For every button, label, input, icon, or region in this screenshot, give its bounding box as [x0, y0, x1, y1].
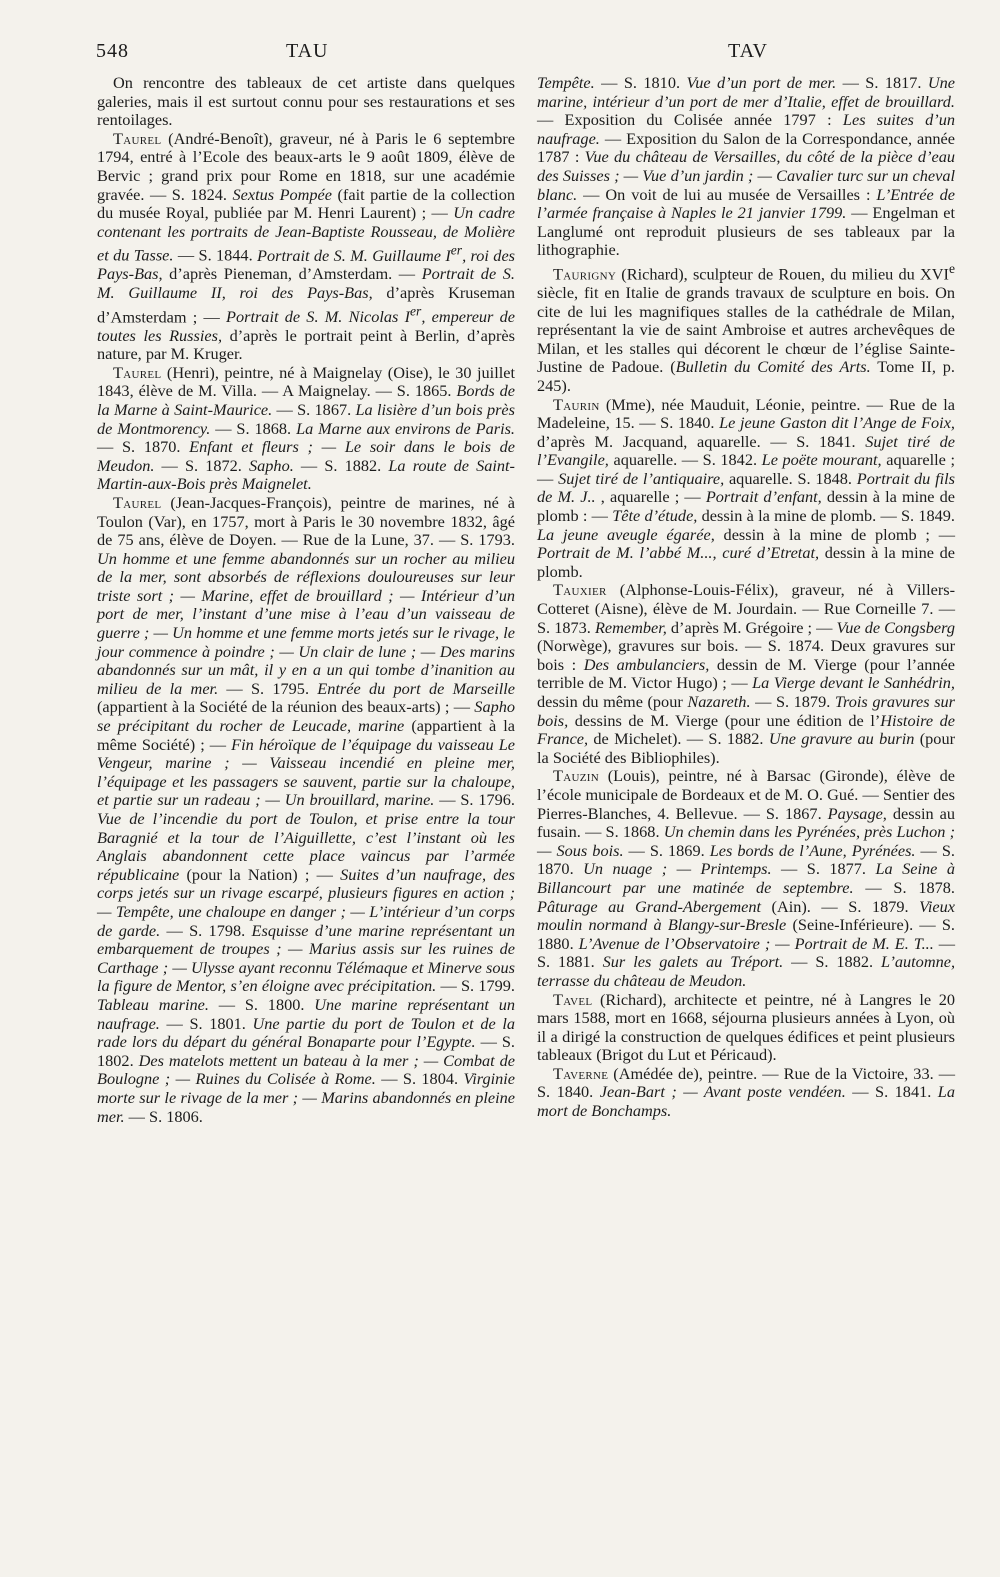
dictionary-entry: Taurigny (Richard), sculpteur de Rouen, du milieu du XVIe siècle, fit en Italie de grands travaux de sculpture en bois. On cite de lui les magnifiques stalles de la cathédrale de Milan, représentant la vie de saint Ambroise et autres archevêques de Milan, et les stalles qui décorent le chœur de l’église Sainte-Justine de Padoue. (Bulletin du Comité des Arts. Tome II, p. 245). — [537, 260, 956, 395]
dictionary-entry: Tauxier (Alphonse-Louis-Félix), graveur, né à Villers-Cotteret (Aisne), élève de M. Jourdain. — Rue Corneille 7. — S. 1873. Remember, d’après M. Grégoire ; — Vue de Congsberg (Norwège), gravures sur bois. — S. 1874. Deux gravures sur bois : Des ambulanciers, dessin de M. Vierge (pour l’année terrible de M. Victor Hugo) ; — La Vierge devant le Sanhédrin, dessin du même (pour Nazareth. — S. 1879. Trois gravures sur bois, dessins de M. Vierge (pour une édition de l’Histoire de France, de Michelet). — S. 1882. Une gravure au burin (pour la Société des Bibliophiles). — [537, 580, 956, 767]
running-header — [96, 40, 952, 70]
left-running-head: TAU — [286, 40, 329, 62]
dictionary-entry: On rencontre des tableaux de cet artiste dans quelques galeries, mais il est surtout connu pour ses restaurations et ses rentoilages. — [97, 73, 515, 130]
dictionary-entry: Tempête. — S. 1810. Vue d’un port de mer. — S. 1817. Une marine, intérieur d’un port de mer d’Italie, effet de brouillard. — Exposition du Colisée année 1797 : Les suites d’un naufrage. — Exposition du Salon de la Correspondance, année 1787 : Vue du château de Versailles, du côté de la pièce d’eau des Suisses ; — Vue d’un jardin ; — Cavalier turc sur un cheval blanc. — On voit de lui au musée de Versailles : L’Entrée de l’armée française à Naples le 21 janvier 1799. — Engelman et Langlumé ont reproduit plusieurs de ses tableaux par la lithographie. — [537, 73, 956, 260]
right-running-head: TAV — [728, 40, 768, 62]
page-number: 548 — [96, 40, 129, 62]
left-column — [97, 74, 515, 1126]
dictionary-entry: Taurel (Henri), peintre, né à Maignelay (Oise), le 30 juillet 1843, élève de M. Villa. — A Maignelay. — S. 1865. Bords de la Marne à Saint-Maurice. — S. 1867. La lisière d’un bois près de Montmorency. — S. 1868. La Marne aux environs de Paris. — S. 1870. Enfant et fleurs ; — Le soir dans le bois de Meudon. — S. 1872. Sapho. — S. 1882. La route de Saint-Martin-aux-Bois près Maignelet. — [97, 362, 515, 494]
dictionary-entry: Taverne (Amédée de), peintre. — Rue de la Victoire, 33. — S. 1840. Jean-Bart ; — Avant poste vendéen. — S. 1841. La mort de Bonchamps. — [537, 1063, 955, 1121]
dictionary-entry: Taurin (Mme), née Mauduit, Léonie, peintre. — Rue de la Madeleine, 15. — S. 1840. Le jeune Gaston dit l’Ange de Foix, d’après M. Jacquand, aquarelle. — S. 1841. Sujet tiré de l’Evangile, aquarelle. — S. 1842. Le poëte mourant, aquarelle ; — Sujet tiré de l’antiquaire, aquarelle. S. 1848. Portrait du fils de M. J.. , aquarelle ; — Portrait d’enfant, dessin à la mine de plomb : — Tête d’étude, dessin à la mine de plomb. — S. 1849. La jeune aveugle égarée, dessin à la mine de plomb ; — Portrait de M. l’abbé M..., curé d’Etretat, dessin à la mine de plomb. — [537, 394, 956, 581]
right-column — [537, 74, 955, 1121]
dictionary-entry: Tauzin (Louis), peintre, né à Barsac (Gironde), élève de l’école municipale de Bordeaux et de M. O. Gué. — Sentier des Pierres-Blanches, 4. Bellevue. — S. 1867. Paysage, dessin au fusain. — S. 1868. Un chemin dans les Pyrénées, près Luchon ; — Sous bois. — S. 1869. Les bords de l’Aune, Pyrénées. — S. 1870. Un nuage ; — Printemps. — S. 1877. La Seine à Billancourt par une matinée de septembre. — S. 1878. Pâturage au Grand-Abergement (Ain). — S. 1879. Vieux moulin normand à Blangy-sur-Bresle (Seine-Inférieure). — S. 1880. L’Avenue de l’Observatoire ; — Portrait de M. E. T... — S. 1881. Sur les galets au Tréport. — S. 1882. L’automne, terrasse du château de Meudon. — [537, 766, 956, 990]
dictionary-entry: Taurel (Jean-Jacques-François), peintre de marines, né à Toulon (Var), en 1757, mort à Paris le 30 novembre 1832, âgé de 75 ans, élève de Doyen. — Rue de la Lune, 37. — S. 1793. Un homme et une femme abandonnés sur un rocher au milieu de la mer, sont absorbés de réflexions douloureuses sur leur triste sort ; — Marine, effet de brouillard ; — Intérieur d’un port de mer, l’instant d’une mise à l’eau d’un vaisseau de guerre ; — Un homme et une femme morts jetés sur le rivage, le jour commence à poindre ; — Un clair de lune ; — Des marins abandonnés sur un mât, il y en a un qui tombe d’inanition au milieu de la mer. — S. 1795. Entrée du port de Marseille (appartient à la Société de la réunion des beaux-arts) ; — Sapho se précipitant du rocher de Leucade, marine (appartient à la même Société) ; — Fin héroïque de l’équipage du vaisseau Le Vengeur, marine ; — Vaisseau incendié en pleine mer, l’équipage et les passagers se sauvent, partie sur la chaloupe, et partie sur un radeau ; — Un brouillard, marine. — S. 1796. Vue de l’incendie du port de Toulon, et prise entre la tour Baragnié et la tour de l’Aiguillette, c’est l’instant où les Anglais abandonnent cette place vaincus par l’armée républicaine (pour la Nation) ; — Suites d’un naufrage, des corps jetés sur un rivage escarpé, plusieurs figures en action ; — Tempête, une chaloupe en danger ; — L’intérieur d’un corps de garde. — S. 1798. Esquisse d’une marine représentant un embarquement de troupes ; — Marius assis sur les ruines de Carthage ; — Ulysse ayant reconnu Télémaque et Minerve sous la figure de Mentor, s’en éloigne avec précipitation. — S. 1799. Tableau marine. — S. 1800. Une marine représentant un naufrage. — S. 1801. Une partie du port de Toulon et de la rade lors du départ du général Bonaparte pour l’Egypte. — S. 1802. Des matelots mettent un bateau à la mer ; — Combat de Boulogne ; — Ruines du Colisée à Rome. — S. 1804. Virginie morte sur le rivage de la mer ; — Marins abandonnés en pleine mer. — S. 1806. — [97, 492, 516, 1126]
dictionary-entry: Taurel (André-Benoît), graveur, né à Paris le 6 septembre 1794, entré à l’Ecole des beaux-arts le 9 août 1809, élève de Bervic ; grand prix pour Rome en 1818, sur une académie gravée. — S. 1824. Sextus Pompée (fait partie de la collection du musée Royal, publiée par M. Henri Laurent) ; — Un cadre contenant les portraits de Jean-Baptiste Rousseau, de Molière et du Tasse. — S. 1844. Portrait de S. M. Guillaume Ier, roi des Pays-Bas, d’après Pieneman, d’Amsterdam. — Portrait de S. M. Guillaume II, roi des Pays-Bas, d’après Kruseman d’Amsterdam ; — Portrait de S. M. Nicolas Ier, empereur de toutes les Russies, d’après le portrait peint à Berlin, d’après nature, par M. Kruger. — [97, 128, 516, 364]
dictionary-entry: Tavel (Richard), architecte et peintre, né à Langres le 20 mars 1588, mort en 1668, séjourna plusieurs années à Lyon, où il a dirigé la construction de quelques édifices et peint plusieurs tableaux (Brigot du Lut et Péricaud). — [537, 989, 955, 1065]
